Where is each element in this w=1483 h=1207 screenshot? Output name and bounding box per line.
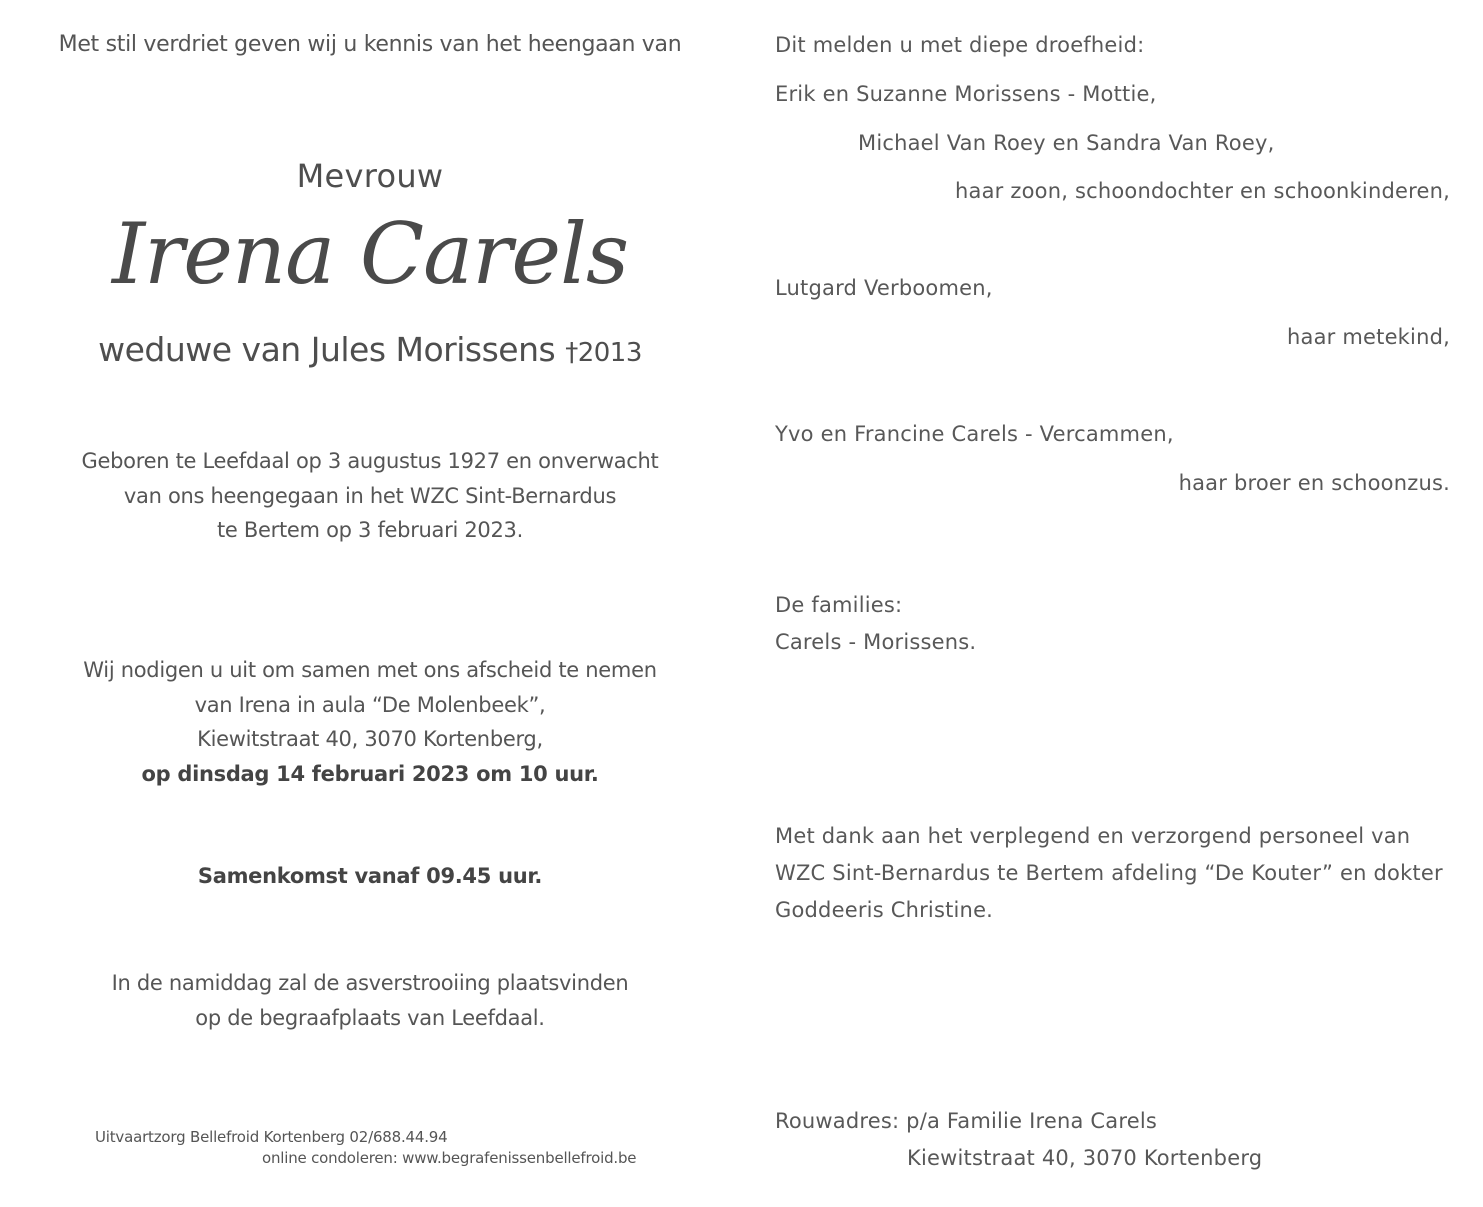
thanks-paragraph [775, 818, 1443, 929]
intro-text: Met stil verdriet geven wij u kennis van het heengaan van [58, 32, 682, 57]
thanks-line: Goddeeris Christine. [775, 898, 994, 922]
mourning-address-street: Kiewitstraat 40, 3070 Kortenberg [907, 1146, 1263, 1170]
undertaker-contact: Uitvaartzorg Bellefroid Kortenberg 02/688.44.94 [95, 1128, 448, 1146]
birth-line: van ons heengegaan in het WZC Sint-Bernardus [123, 483, 617, 508]
family-member: Lutgard Verboomen, [775, 276, 993, 300]
scattering-line: op de begraafplaats van Leefdaal. [195, 1005, 545, 1030]
invitation-line: Wij nodigen u uit om samen met ons afscheid te nemen [83, 658, 657, 682]
mourning-address-label: Rouwadres: p/a Familie Irena Carels [775, 1109, 1158, 1133]
family-relation: haar zoon, schoondochter en schoonkinderen, [955, 179, 1450, 203]
families-names: Carels - Morissens. [775, 630, 977, 654]
widow-year: †2013 [565, 338, 642, 368]
deceased-title: Mevrouw [296, 157, 444, 195]
family-member: Yvo en Francine Carels - Vercammen, [775, 422, 1174, 446]
thanks-line: WZC Sint-Bernardus te Bertem afdeling “De Kouter” en dokter [775, 861, 1443, 885]
family-member: Erik en Suzanne Morissens - Mottie, [775, 82, 1157, 106]
deceased-name: Irena Carels [111, 205, 629, 303]
birth-paragraph [82, 444, 659, 548]
birth-line: te Bertem op 3 februari 2023. [217, 518, 523, 542]
family-relation: haar metekind, [1287, 325, 1450, 349]
birth-line: Geboren te Leefdaal op 3 augustus 1927 en onverwacht [81, 449, 659, 473]
widow-line [98, 330, 642, 369]
thanks-line: Met dank aan het verplegend en verzorgend personeel van [775, 824, 1411, 848]
gathering-time: Samenkomst vanaf 09.45 uur. [197, 864, 543, 888]
widow-text: weduwe van Jules Morissens [98, 330, 556, 369]
invitation-date: op dinsdag 14 februari 2023 om 10 uur. [141, 761, 599, 786]
scattering-line: In de namiddag zal de asverstrooiing plaatsvinden [111, 971, 629, 995]
family-relation: haar broer en schoonzus. [1178, 471, 1450, 495]
family-member: Michael Van Roey en Sandra Van Roey, [858, 131, 1275, 155]
invitation-paragraph [83, 653, 656, 791]
condolences-link[interactable]: online condoleren: www.begrafenissenbellefroid.be [262, 1149, 637, 1167]
announce-text: Dit melden u met diepe droefheid: [775, 33, 1145, 57]
families-label: De families: [775, 593, 903, 617]
scattering-paragraph [112, 966, 629, 1035]
invitation-line: Kiewitstraat 40, 3070 Kortenberg, [197, 727, 543, 751]
invitation-line: van Irena in aula “De Molenbeek”, [194, 692, 546, 717]
